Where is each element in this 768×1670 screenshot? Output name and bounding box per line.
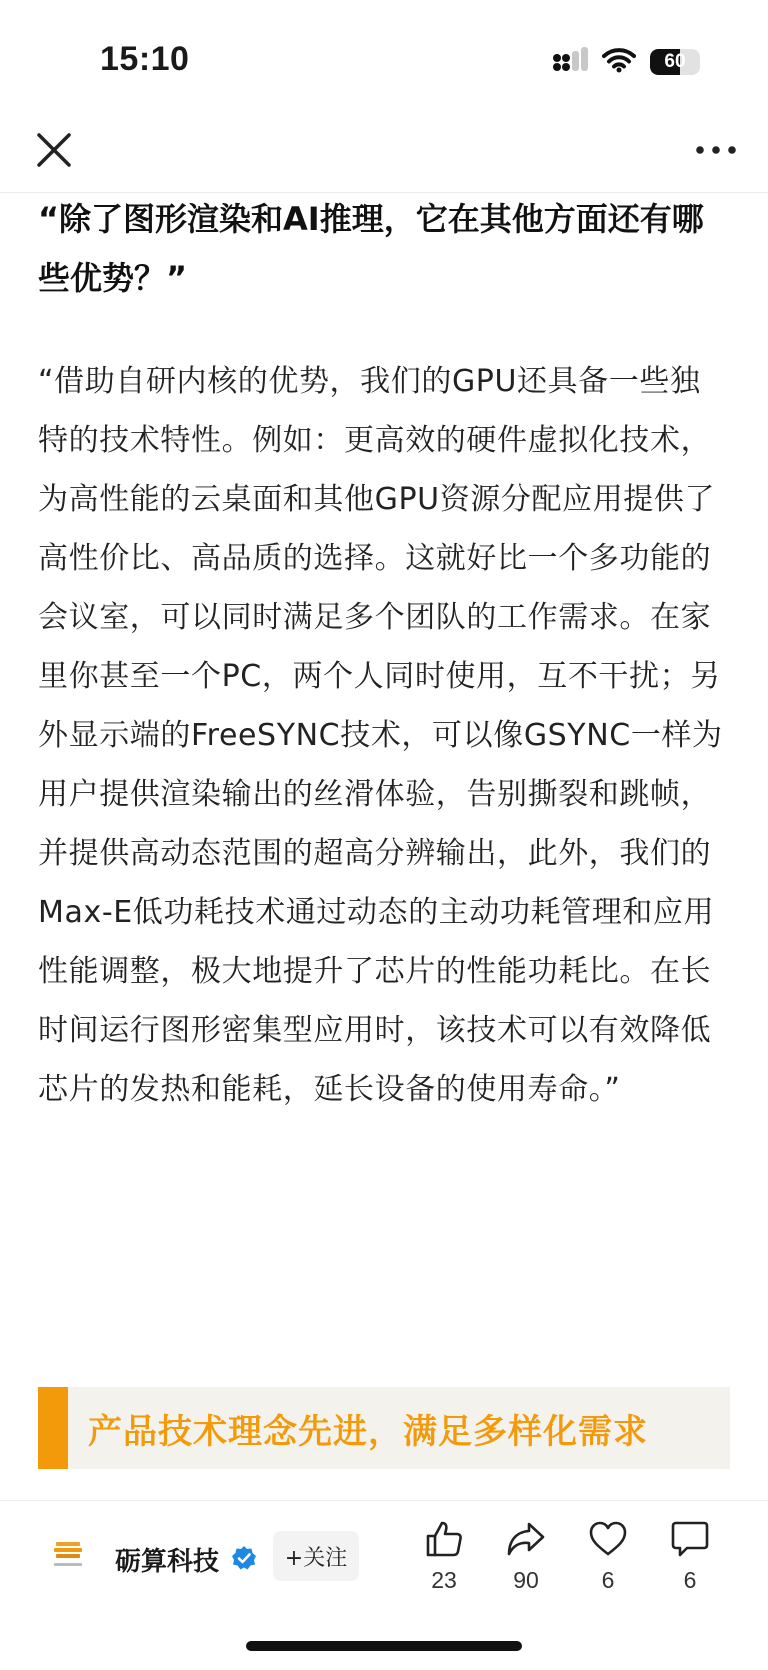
share-icon <box>506 1519 546 1559</box>
comment-button[interactable] <box>658 1519 722 1594</box>
question-text: “除了图形渲染和AI推理，它在其他方面还有哪些优势？” <box>38 200 704 297</box>
thumbs-up-icon <box>424 1519 464 1559</box>
comment-count: 6 <box>683 1567 697 1593</box>
share-button[interactable] <box>494 1519 558 1594</box>
like-count: 23 <box>431 1567 457 1593</box>
wifi-icon <box>602 47 636 77</box>
status-icons <box>552 46 700 78</box>
comment-icon <box>670 1519 710 1559</box>
battery-level: 60 <box>664 51 686 72</box>
favorite-button[interactable] <box>576 1519 640 1594</box>
section-accent-bar <box>38 1387 68 1469</box>
article-body <box>38 190 730 1119</box>
brand-logo-icon <box>50 1537 86 1573</box>
like-button[interactable] <box>412 1519 476 1594</box>
more-button[interactable] <box>694 130 738 170</box>
cellular-signal-icon <box>552 47 588 77</box>
section-header <box>38 1387 730 1469</box>
favorite-count: 6 <box>601 1567 615 1593</box>
status-bar <box>0 0 768 110</box>
section-title: 产品技术理念先进，满足多样化需求 <box>88 1411 648 1452</box>
close-icon <box>34 130 74 170</box>
status-time: 15:10 <box>100 40 190 78</box>
verified-badge-icon <box>231 1545 257 1571</box>
answer-text: “借助自研内核的优势，我们的GPU还具备一些独特的技术特性。例如：更高效的硬件虚拟化技术，为高性能的云桌面和其他GPU资源分配应用提供了高性价比、高品质的选择。这就好比一个多功能的会议室，可以同时满足多个团队的工作需求。在家里你甚至一个PC，两个人同时使用，互不干扰；另外显示端的FreeSYNC技术，可以像GSYNC一样为用户提供渲染输出的丝滑体验，告别撕裂和跳帧，并提供高动态范围的超高分辨输出，此外，我们的Max-E低功耗技术通过动态的主动功耗管理和应用性能调整，极大地提升了芯片的性能功耗比。在长时间运行图形密集型应用时，该技术可以有效降低芯片的发热和能耗，延长设备的使用寿命。” <box>38 364 723 1107</box>
top-nav <box>0 110 768 193</box>
home-indicator[interactable] <box>246 1641 522 1651</box>
battery-icon <box>650 49 700 75</box>
more-horizontal-icon <box>694 130 738 170</box>
close-button[interactable] <box>34 130 74 170</box>
author-logo[interactable] <box>50 1537 86 1573</box>
heart-icon <box>588 1519 628 1559</box>
follow-button[interactable]: +关注 <box>273 1531 359 1581</box>
share-count: 90 <box>513 1567 539 1593</box>
author-name[interactable]: 砺算科技 <box>115 1547 220 1577</box>
